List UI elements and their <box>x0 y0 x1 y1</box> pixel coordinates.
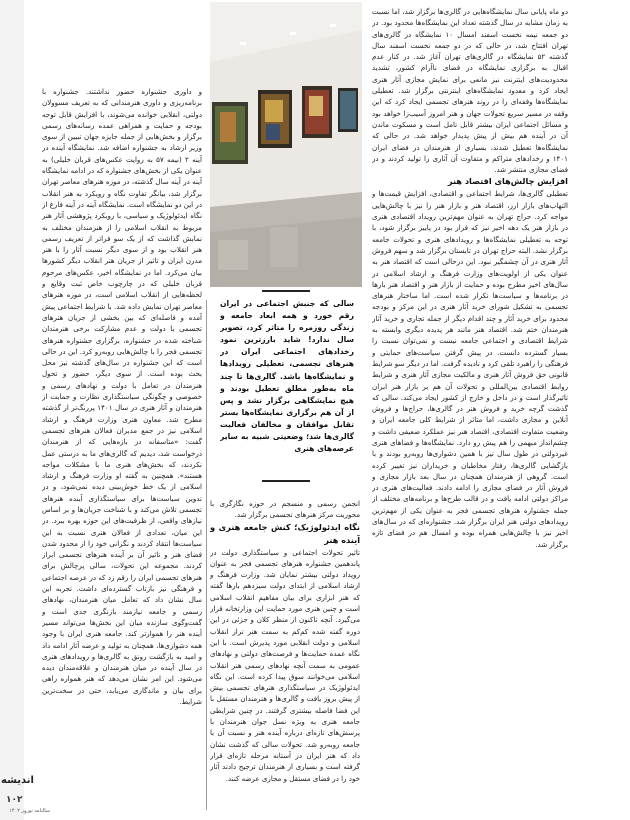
quote-rule <box>262 290 310 292</box>
pull-quote: سالی که جنبش اجتماعی در ایران رقم خورد و همه ابعاد جامعه و زندگی روزمره را متاثر کرد، تصویر سال ندارد! شاید بارزترین نمود رخدادهای اجتماعی ایران در هنرهای تجسمی، تعطیلی رویدادها و نمایشگاه‌ها باشد. گالری‌ها تا چند ماه به‌طور مطلق تعطیل بودند و هیچ نمایشگاهی برگزار نشد و پس از آن هم برگزاری نمایشگاه‌ها بستر تقابل موافقان و مخالفان فعالیت گالری‌ها شد؛ وضعیتی شبیه به سایر عرصه‌های هنری <box>220 299 354 454</box>
paragraph: تعطیلی گالری‌ها، شرایط اجتماعی و اقتصادی، افزایش قیمت‌ها و التهاب‌های بازار ارز، اقتصاد هنر و بازار هنر را نیز با چالش‌هایی مواجه کرد. حراج تهران به عنوان مهم‌ترین رویداد اقتصادی هنری در بازار هنر یک دهه اخیر نیز که قرار بود در پاییز برگزار شود، با توجه به تعطیلی نمایشگاه‌ها و رویدادهای هنری و تحولات جامعه برگزار نشد. البته حراج تهران در تابستان برگزار شد و سهم فروش آثار هنری در آن چشمگیر نبود. این درحالی است که اقتصاد هنر به عنوان یکی از اولویت‌های وزارت فرهنگ و ارشاد اسلامی در سال‌های اخیر مطرح بوده و حمایت از بازار هنر و اقتصاد هنر بارها در برنامه‌ها و سیاست‌ها تکرار شده است. اما ساختار هنرهای تجسمی به تشکیل شورای خرید آثار هنری در این مرکز و بودجه محدود برای خرید آثار و چند اقدام دیگر از جمله تجاری و خرید آثار هنرمندان ختم شد. اقتصاد هنر مانند هر پدیده دیگری وابسته به شرایط اقتصادی و اجتماعی جامعه نیست و نمی‌توان نسبت را بسیار گسترده دانست. در پیش گرفتن سیاست‌های حمایتی و فرهنگی را راهبرد تلقی کرد و نادیده گرفت. اما در دیگر سو شرایط قانونی حق فروش آثار هنری و مالکیت مجازی آثار هنری و شرایط روابط اقتصادی بین‌المللی و تحولات آن هم بر بازار هنر ایران تاثیرگذار است و در داخل و خارج از کشور ایجاد می‌کند. سالی که گذشت گرچه خرید و فروش هنر در گالری‌ها، حراج‌ها و فروش آنلاین و مجازی داشت، اما متاثر از شرایط کلی جامعه ایران و وضعیت متفاوت اقتصادی، اقتصاد هنر نیز عملکرد ضعیفی داشت و چشم‌انداز مبهمی را هم پیش رو دارد. نمایشگاه‌ها و فضاهای هنری غیردولتی در طول سال نیز با همین دشواری‌ها روبه‌رو بودند و با بازگشایی گالری‌ها، رفتار مخاطبان و خریداران نیز تغییر کرده است. گروهی از هنرمندان همچنان در سال بعد بازار مجازی و فروش آثار در فضای مجازی را ادامه دادند. فعالیت‌های هنری در مراکز دولتی ادامه یافت و در قالب طرح‌ها و برنامه‌های مختلف از جمله جشنواره هنرهای تجسمی فجر به عنوان یکی از مهم‌ترین رویدادهای دولتی هنر ایران برگزار شد. جشنواره‌ای که در سال‌های اخیر نیز با چالش‌هایی همراه بوده و امسال هم در فضای تازه برگزار شد. <box>372 189 568 549</box>
section-heading: افزایش چالش‌های اقتصاد هنر <box>447 176 568 187</box>
article-column-middle <box>210 498 360 810</box>
paragraph: تاثیر تحولات اجتماعی و سیاستگذاری دولت در پاندهمین جشنواره هنرهای تجسمی فجر به عنوان رویداد دولتی بیشتر نمایان شد. وزارت فرهنگ و ارشاد اسلامی از ابتدای دولت سیزدهم بارها گفته که هنر ابزاری برای بیان مفاهیم انقلاب اسلامی است و چنین هنری مورد حمایت این وزارتخانه قرار می‌گیرد. آنچه تاکنون از منظر کلان و جزئی در این دوره گفته شده کم‌کم به سمت هنر تراز انقلاب اسلامی و دولت انقلابی مورد پذیرش است. با این نگاه عمده حمایت‌ها و فرصت‌های دولتی و نهادهای عمومی به سمت آنچه نهادهای رسمی هنر انقلاب اسلامی می‌خوانند سوق پیدا کرده است. این نگاه ایدئولوژیک در سیاستگذاری هنرهای تجسمی بیش از پیش بروز یافت و گالری‌ها و هنرمندان مستقل با این فضا فاصله بیشتری گرفتند. در چنین شرایطی جامعه هنری به ویژه نسل جوان هنرمندان با پرسش‌های تازه‌ای درباره آینده هنر و نسبت آن با جامعه روبه‌رو شد. تحولات سالی که گذشت نشان داد که هنر ایران در آستانه مرحله تازه‌ای قرار گرفته است و بسیاری از هنرمندان ترجیح دادند آثار خود را در فضای مستقل و مجازی عرضه کنند. <box>210 547 360 783</box>
page-margin <box>0 0 24 820</box>
magazine-logo: اندیشه <box>1 775 34 786</box>
section-heading: نگاه ایدئولوژیک؛ کنش جامعه هنری و آینده هنر <box>210 521 360 545</box>
page-number: ۱۰۲ <box>6 795 23 805</box>
paragraph: دو ماه پایانی سال نمایشگاه‌هایی در گالری‌ها برگزار شد، اما نسبت به زمان مشابه در سال گذشته تعداد این نمایشگاه‌ها محدود بود. در دو جمعه نیمه نخست اسفند امسال ۱۰ نمایشگاه در گالری‌های تهران افتتاح شد، در حالی که در دو جمعه نخست اسفند سال گذشته ۵۲ نمایشگاه در گالری‌های تهران آغاز شد. در کنار عدم اقبال به برگزاری نمایشگاه در فضای ناآرام کشور، تشدید محدودیت‌های اینترنت نیز مانعی برای نمایش مجازی آثار هنری ایجاد کرد و معدود نمایشگاه‌های اینترنتی برگزار شد. تعطیلی نمایشگاه‌ها وقفه‌ای را در روند هنرهای تجسمی ایجاد کرد که این وقفه در مسیر سریع تحولات جهان و هنر امروز آسیب‌زا خواهد بود و مسائل اجتماعی ایران بیشتر قابل تامل است و مسکوت ماندن آن در آینده هم بیش از پیش پدیدار خواهد شد. در حالی که نمایشگاه‌ها تعطیل شدند، بسیاری از هنرمندان در فضای ایران ۱۴۰۱ و رخدادهای متراکم و متفاوت آن آثاری را تولید کردند و در فضای مجازی منتشر شد. <box>372 7 568 175</box>
quote-rule <box>262 480 310 482</box>
article-column-right <box>372 6 568 810</box>
paragraph: و داوری جشنواره حضور نداشتند. جشنواره با برنامه‌ریزی و داوری هنرمندانی که به تعریف مسوولان دولتی، انقلابی خوانده می‌شوند، با افزایش قابل توجه بودجه و حمایت و همراهی عمده رسانه‌های رسمی برگزار و بخش‌هایی از جمله جایزه جهان تبیین از سوی وزیر ارشاد به جشنواره اضافه شد. نمایشگاه آینده در آینه ۲ (نیمه ۵۷ به روایت عکس‌های قربان خلیلی) به عنوان یکی از بخش‌های جشنواره که در ادامه نمایشگاه آینه در آینه سال گذشته، در موزه هنرهای معاصر تهران برگزار شد، بیانگر تفاوت نگاه و رویکرد به هنر انقلاب در این دو نمایشگاه است. نمایشگاه آینه در آینه فارغ از نگاه ایدئولوژیک و سیاسی، با رویکرد پژوهشی آثار هنر مربوط به انقلاب اسلامی را از هنرمندان مختلف به نمایش گذاشت که از یک سو فراتر از تعریف رسمی هنر انقلاب بود و از سوی دیگر نسبت آثار را با هنر مدرن ایران و تاثیر از جریان هنر انقلاب دیگر کشورها بیان می‌کرد. اما در نمایشگاه اخیر، عکس‌های مرحوم قربان خلیلی که در چارچوب خاص ثبت وقایع و لحظه‌هایی از انقلاب اسلامی است، در موزه هنرهای معاصر تهران نمایش داده شد. با شرایط اجتماعی پیش آمده و فاصله‌ای که بین بخشی از جریان هنرهای تجسمی با دولت و عدم مشارکت برخی هنرمندان شناخته شده در جشنواره، برگزاری جشنواره هنرهای تجسمی فجر را با چالش‌هایی روبه‌رو کرد. این در حالی است که این جشنواره در سال‌های گذشته نیز محل بحث بوده است. از سوی دیگر، حضور و تحول هنرمندان در تعامل با دولت و نهادهای رسمی و خصوصی و چگونگی سیاستگذاری نظارت و حمایت از هنرمندان و آثار هنری در سال ۱۴۰۱ پررنگ‌تر از گذشته مطرح شد. معاون هنری وزارت فرهنگ و ارشاد اسلامی نیز در جمع مدیران فعالان هنرهای تجسمی گفت: «متاسفانه در بازه‌هایی که از هنرمندان درخواست شد، دیدیم که گالری‌های ما به درستی عمل نکردند، که بخش‌های هنری ما با مشکلات مواجه هستند». همچنین به گفته او وزارت فرهنگ و ارشاد اسلامی از یک خط خوش‌بینی دیده نمی‌شود، و در تدوین سیاست‌ها برای سیاستگذاری آینده هنرهای تجسمی تلاش می‌کند و با شناخت جریان‌ها و بر اساس نیازهای واقعی، از ظرفیت‌های این حوزه بهره ببرد. در این میان، تعدادی از فعالان هنری نسبت به این سیاست‌ها انتقاد کردند و نگرانی خود را از محدود شدن فضای هنر و تاثیر آن بر آینده هنرهای تجسمی ابراز کردند. مجموعه این تحولات، سالی پرچالش برای هنرهای تجسمی ایران را رقم زد که در عرصه اجتماعی و فرهنگی نیز بازتاب گسترده‌ای داشت. تجربه این سال نشان داد که تعامل میان هنرمندان، نهادهای رسمی و جامعه نیازمند بازنگری جدی است و گفت‌وگوی سازنده میان این بخش‌ها می‌تواند مسیر آینده هنر را هموارتر کند. جامعه هنری ایران با وجود همه دشواری‌ها، همچنان به تولید و عرضه آثار ادامه داد و امید به بازگشت رونق به گالری‌ها و رویدادهای هنری در سال آینده در میان هنرمندان و علاقه‌مندان دیده می‌شود. این امر نشان می‌دهد که هنر همواره راهی برای بیان و ماندگاری می‌یابد، حتی در سخت‌ترین شرایط. <box>42 87 202 707</box>
column-divider <box>206 300 207 810</box>
issue-label: سالنامه نوروز ۱۴۰۲ <box>9 808 50 814</box>
paragraph: انجمن رسمی و منسجم در حوزه نگارگری با محوریت مرکز هنرهای تجسمی برگزار شد. <box>210 499 360 520</box>
gallery-photo <box>210 2 362 287</box>
gallery-photo-icon <box>210 2 362 287</box>
article-column-left <box>42 86 202 810</box>
